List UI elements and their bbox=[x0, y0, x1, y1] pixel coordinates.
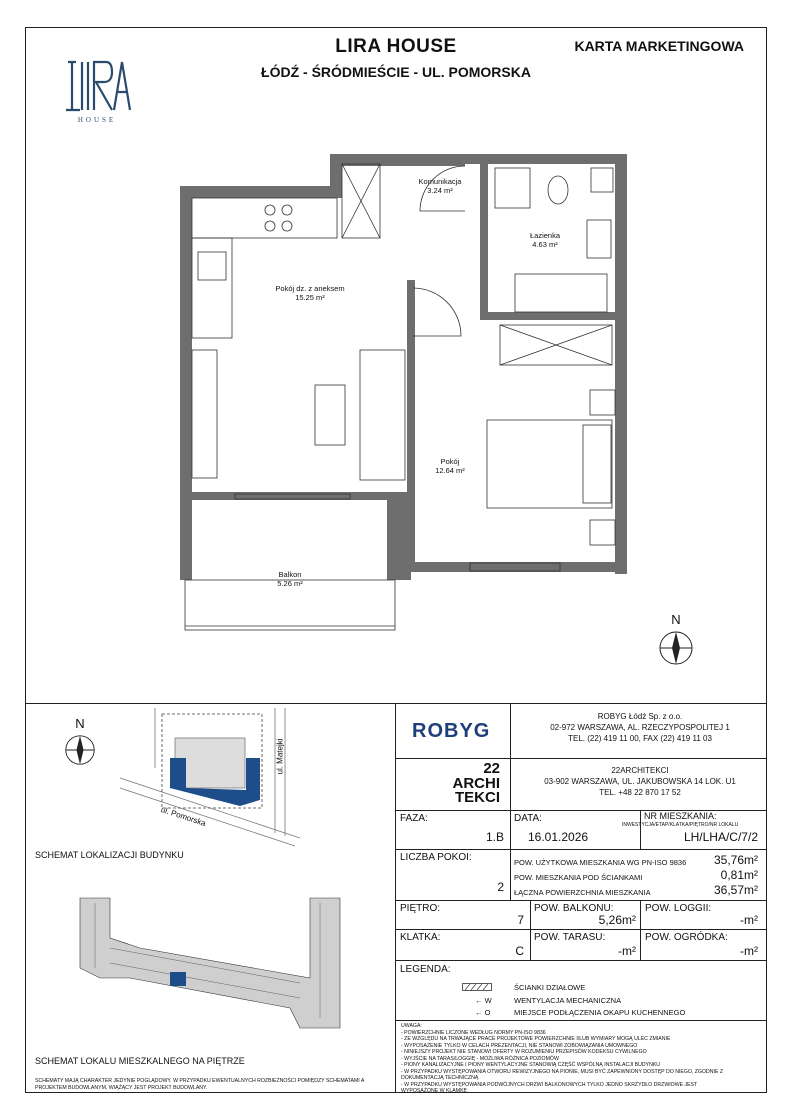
legend-arrow-w: ← W bbox=[475, 996, 492, 1005]
schematic-disclaimer bbox=[35, 1078, 364, 1091]
compass bbox=[656, 612, 696, 672]
legend-arrow-o: ← O bbox=[475, 1008, 491, 1017]
room-area: 4.63 m² bbox=[532, 240, 558, 250]
room-area: 12.64 m² bbox=[435, 466, 465, 476]
developer-phone: TEL. (22) 419 11 00, FAX (22) 419 11 03 bbox=[568, 733, 712, 743]
pokoje-label: LICZBA POKOI: bbox=[400, 852, 472, 863]
divider bbox=[395, 758, 767, 759]
taras-label: POW. TARASU: bbox=[534, 932, 606, 943]
klatka-label: KLATKA: bbox=[400, 932, 441, 943]
partition-wall-symbol bbox=[462, 983, 492, 991]
ogrodek-label: POW. OGRÓDKA: bbox=[645, 932, 728, 943]
divider bbox=[25, 703, 767, 704]
document-type: KARTA MARKETINGOWA bbox=[574, 38, 744, 54]
architect-address: 03-902 WARSZAWA, UL. JAKUBOWSKA 14 LOK. U1 bbox=[544, 776, 736, 786]
location-compass bbox=[62, 716, 98, 776]
architect-info bbox=[515, 766, 765, 798]
room-label bbox=[420, 457, 480, 476]
street-label-main: ul. Pomorska bbox=[159, 805, 207, 828]
robyg-logo: ROBYG bbox=[412, 720, 491, 742]
pietro-label: PIĘTRO: bbox=[400, 903, 441, 914]
compass-label: N bbox=[671, 612, 681, 627]
notes-title: UWAGA: bbox=[401, 1023, 422, 1029]
divider bbox=[510, 849, 511, 900]
legend-symbol: W bbox=[484, 996, 492, 1005]
developer-address: 02-972 WARSZAWA, AL. RZECZYPOSPOLITEJ 1 bbox=[550, 722, 730, 732]
architect-logo-line: 22 bbox=[483, 760, 500, 777]
legend-item-text: MIEJSCE PODŁĄCZENIA OKAPU KUCHENNEGO bbox=[514, 1008, 686, 1017]
note-line: - W PRZYPADKU WYSTĘPOWANIA OTWORU REWIZYJNEGO NA PIONIE, MUSI BYĆ ZAPEWNIONY DOSTĘP DO NIEGO, ZGODNIE Z bbox=[401, 1068, 724, 1075]
divider bbox=[395, 900, 767, 901]
room-name: Pokój bbox=[440, 457, 460, 466]
developer-name: ROBYG Łódź Sp. z o.o. bbox=[597, 712, 683, 721]
balkon-label: POW. BALKONU: bbox=[534, 903, 614, 914]
walls bbox=[180, 154, 627, 580]
loggia-label: POW. LOGGII: bbox=[645, 903, 712, 914]
data-value: 16.01.2026 bbox=[528, 830, 589, 844]
architect-phone: TEL. +48 22 870 17 52 bbox=[599, 787, 681, 797]
note-line: - ZE WZGLĘDU NA TRWAJĄCE PRACE PROJEKTOWE POWIERZCHNIE I/LUB WYMIARY MOGĄ ULEC ZMIANIE bbox=[401, 1036, 671, 1042]
pietro-value: 7 bbox=[517, 913, 524, 927]
room-area: 5.26 m² bbox=[277, 579, 303, 589]
room-label bbox=[510, 231, 580, 250]
note-line: WYPOSAŻONE W KLAMKĘ bbox=[401, 1088, 468, 1094]
lira-house-logo bbox=[62, 56, 132, 128]
disclaimer-line: SCHEMATY MAJĄ CHARAKTER JEDYNIE POGLĄDOWY. W PRZYPADKU EWENTUALNYCH ROZBIEŻNOŚCI POMIĘDZY SCHEMATAMI A bbox=[35, 1078, 365, 1084]
note-line: - POWIERZCHNIE LICZONE WEDŁUG NORMY PN-ISO 9836 bbox=[401, 1029, 546, 1036]
balkon-value: 5,26m² bbox=[598, 913, 636, 927]
compass-icon bbox=[64, 734, 96, 766]
compass-icon bbox=[658, 630, 694, 666]
pow-laczna-value: 36,57m² bbox=[713, 883, 758, 897]
taras-value: -m² bbox=[618, 944, 636, 958]
room-name: Komunikacja bbox=[418, 177, 462, 186]
page-title: LIRA HOUSE bbox=[335, 36, 457, 57]
room-area: 3.24 m² bbox=[427, 186, 453, 196]
faza-label: FAZA: bbox=[400, 813, 428, 824]
legend-symbol: O bbox=[484, 1008, 491, 1017]
lira-logo-icon bbox=[62, 56, 132, 116]
architect-logo-line: ARCHI bbox=[452, 774, 500, 792]
note-line: - W PRZYPADKU WYSTĘPOWANIA PODWÓJNYCH DRZWI BALKONOWYCH TYLKO JEDNO SKRZYDŁO DRZWIOWE JEST bbox=[401, 1081, 698, 1088]
pow-podsciankami-value: 0,81m² bbox=[720, 868, 758, 882]
legend-title: LEGENDA: bbox=[400, 964, 451, 975]
divider bbox=[395, 703, 396, 1093]
disclaimer-line: PROJEKTEM BUDOWLANYM, WIĄŻĄCY JEST PROJEKT BUDOWLANY. bbox=[35, 1084, 208, 1091]
divider bbox=[395, 960, 767, 961]
pokoje-value: 2 bbox=[497, 880, 504, 894]
nr-value: LH/LHA/C/7/2 bbox=[683, 830, 758, 844]
floor-plan bbox=[175, 150, 635, 640]
pow-laczna-label: ŁĄCZNA POWIERZCHNIA MIESZKANIA bbox=[514, 888, 651, 897]
page-subtitle: ŁÓDŹ - ŚRÓDMIEŚCIE - UL. POMORSKA bbox=[261, 64, 531, 80]
divider bbox=[640, 810, 641, 849]
note-line: - WYPOSAŻENIE TYLKO W CELACH PREZENTACJI, NIE STANOWI ZOBOWIĄZANIA UMOWNEGO bbox=[401, 1042, 638, 1049]
floor-caption: SCHEMAT LOKALU MIESZKALNEGO NA PIĘTRZE bbox=[35, 1056, 245, 1066]
faza-value: 1.B bbox=[485, 830, 504, 844]
note-line: DOKUMENTACJĄ TECHNICZNĄ bbox=[401, 1075, 479, 1081]
note-line: - NINIEJSZY PROJEKT NIE STANOWI OFERTY W ROZUMIENIU PRZEPISÓW KODEKSU CYWILNEGO bbox=[401, 1049, 647, 1055]
floor-schematic bbox=[70, 878, 350, 1038]
loggia-value: -m² bbox=[740, 913, 758, 927]
legend-item-text: WENTYLACJA MECHANICZNA bbox=[514, 996, 622, 1005]
pow-uzytkowa-label: POW. UŻYTKOWA MIESZKANIA WG PN-ISO 9836 bbox=[514, 858, 687, 867]
location-map bbox=[120, 708, 300, 848]
klatka-value: C bbox=[515, 944, 524, 958]
architect-logo-line: TEKCI bbox=[455, 789, 500, 807]
nr-sublabel: INWESTYCJA/ETAP/KLATKA/PIĘTRO/NR LOKALU bbox=[622, 822, 739, 828]
architect-logo bbox=[420, 762, 500, 806]
divider bbox=[510, 703, 511, 810]
divider bbox=[640, 900, 641, 960]
logo-wordmark: HOUSE bbox=[77, 116, 117, 124]
room-name: Łazienka bbox=[529, 231, 561, 240]
divider bbox=[395, 849, 767, 850]
notes bbox=[401, 1023, 723, 1095]
note-line: - WYJŚCIE NA TARAS/LOGGIĘ - MOŻLIWA RÓŻNICA POZIOMÓW bbox=[401, 1055, 559, 1062]
divider bbox=[510, 810, 511, 849]
room-label bbox=[260, 284, 360, 303]
developer-info bbox=[515, 712, 765, 744]
room-name: Balkon bbox=[278, 570, 302, 579]
divider bbox=[395, 1020, 767, 1021]
building-caption: SCHEMAT LOKALIZACJI BUDYNKU bbox=[35, 850, 184, 860]
room-label bbox=[400, 177, 480, 196]
street-label-side: ul. Matejki bbox=[275, 738, 285, 775]
nr-label: NR MIESZKANIA: bbox=[644, 811, 717, 821]
architect-name: 22ARCHITEKCI bbox=[611, 766, 669, 775]
room-label bbox=[260, 570, 320, 589]
ogrodek-value: -m² bbox=[740, 944, 758, 958]
legend-item-text: ŚCIANKI DZIAŁOWE bbox=[514, 983, 586, 992]
room-name: Pokój dz. z aneksem bbox=[275, 284, 345, 293]
divider bbox=[395, 929, 767, 930]
divider bbox=[530, 900, 531, 960]
room-area: 15.25 m² bbox=[295, 293, 325, 303]
note-line: - PIONY KANALIZACYJNE I PIONY WENTYLACYJNE STANOWIĄ CZĘŚĆ WSPÓLNĄ INSTALACJI BUDYNKU bbox=[401, 1062, 661, 1068]
pow-podsciankami-label: POW. MIESZKANIA POD ŚCIANKAMI bbox=[514, 873, 643, 882]
pow-uzytkowa-value: 35,76m² bbox=[713, 853, 758, 867]
data-label: DATA: bbox=[514, 813, 542, 824]
compass-label: N bbox=[75, 716, 85, 731]
